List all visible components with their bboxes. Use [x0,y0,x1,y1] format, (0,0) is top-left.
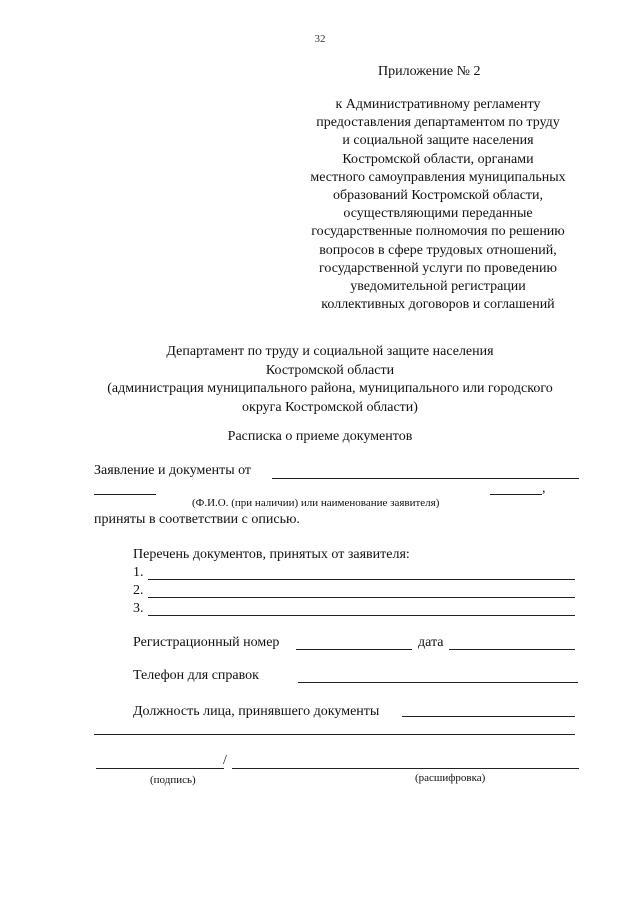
appendix-line: и социальной защите населения [342,133,534,149]
documents-list-label: Перечень документов, принятых от заявителя: [133,547,410,562]
appendix-line: вопросов в сфере трудовых отношений, [319,242,557,258]
department-line: (администрация муниципального района, муниципального или городского [107,381,553,396]
appendix-line: государственные полномочия по решению [311,224,565,240]
document-number: 1. [133,565,144,580]
signature-slash: / [223,753,227,768]
department-line: округа Костромской области) [242,399,418,415]
applicant-name-field-continued[interactable] [94,494,156,495]
signature-caption: (подпись) [150,774,196,786]
appendix-line: местного самоуправления муниципальных [310,169,566,185]
decryption-caption: (расшифровка) [415,772,486,784]
department-heading [70,343,590,417]
appendix-line: коллективных договоров и соглашений [321,297,555,313]
position-label: Должность лица, принявшего документы [133,704,380,719]
document-1-field[interactable] [148,579,575,580]
document-3-field[interactable] [148,615,575,616]
appendix-title: Приложение № 2 [378,64,481,79]
appendix-line: уведомительной регистрации [350,279,526,295]
decryption-field[interactable] [232,768,579,769]
accepted-text: приняты в соответствии с описью. [94,512,300,527]
registration-number-label: Регистрационный номер [133,635,280,650]
document-number: 2. [133,583,144,598]
appendix-line: к Административному регламенту [335,97,541,112]
phone-field[interactable] [298,682,578,683]
line-end-comma: , [542,481,546,496]
applicant-caption: (Ф.И.О. (при наличии) или наименование заявителя) [192,497,440,509]
receipt-title: Расписка о приеме документов [227,429,413,444]
department-line: Костромской области [265,362,395,378]
applicant-name-field[interactable] [272,478,579,479]
appendix-line: государственной услуги по проведению [318,260,558,276]
date-label: дата [418,635,444,650]
appendix-regulation-reference [288,96,588,314]
position-field-continued[interactable] [94,734,575,735]
registration-number-field[interactable] [296,649,412,650]
signature-field[interactable] [96,768,224,769]
appendix-line: предоставления департаментом по труду [316,115,560,131]
document-number: 3. [133,601,144,616]
appendix-line: осуществляющими переданные [343,206,533,222]
page-number: 32 [314,33,326,45]
position-field[interactable] [402,716,575,717]
statement-prefix: Заявление и документы от [94,463,252,478]
appendix-line: образований Костромской области, [332,188,544,204]
department-line: Департамент по труду и социальной защите населения [166,344,494,359]
appendix-line: Костромской области, органами [342,151,534,167]
document-2-field[interactable] [148,597,575,598]
date-field[interactable] [449,649,575,650]
applicant-name-field-end[interactable] [490,494,542,495]
phone-label: Телефон для справок [133,668,259,683]
